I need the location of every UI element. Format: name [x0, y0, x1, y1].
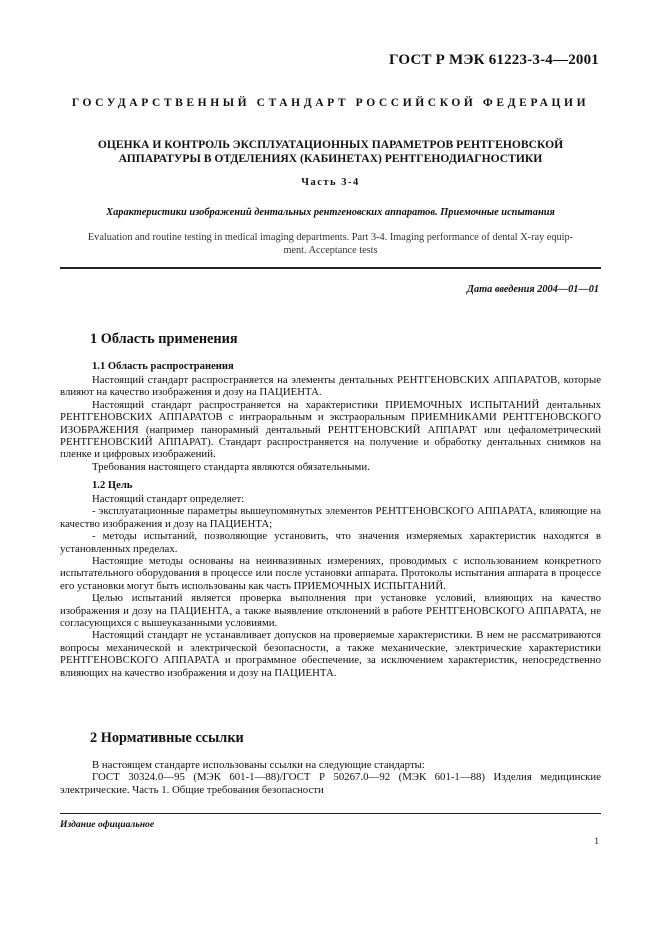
paragraph: Настоящий стандарт распространяется на характеристики ПРИЕМОЧНЫХ ИСПЫТАНИЙ дентальных РЕНТГЕНОВСКИХ АППАРАТОВ с интраоральным и экстраоральным ПРИЕМНИКАМИ РЕНТГЕНОВСКОГО ИЗОБРАЖЕНИЯ (например панорамный дентальный РЕНТГЕНОВСКИЙ АППАРАТ или цефалометрический РЕНТГЕНОВСКИЙ АППАРАТ). Стандарт распространяется на получение и обработку дентальных снимков на пленке и цифровых изображений.: [60, 398, 601, 461]
paragraph: Настоящий стандарт определяет:: [92, 493, 245, 505]
state-standard-heading: ГОСУДАРСТВЕННЫЙ СТАНДАРТ РОССИЙСКОЙ ФЕДЕРАЦИИ: [71, 97, 590, 109]
document-subtitle: Характеристики изображений дентальных рентгеновских аппаратов. Приемочные испытания: [106, 207, 555, 218]
english-title-line-1: Evaluation and routine testing in medical imaging departments. Part 3-4. Imaging performance of dental X-ray equip-: [87, 232, 574, 243]
section-2-body: [60, 759, 601, 796]
document-title-line-2: АППАРАТУРЫ В ОТДЕЛЕНИЯХ (КАБИНЕТАХ) РЕНТГЕНОДИАГНОСТИКИ: [118, 152, 543, 165]
section-1-2-body: [60, 493, 601, 679]
section-1-heading: 1 Область применения: [90, 331, 238, 347]
edition-label: Издание официальное: [60, 819, 155, 830]
part-label: Часть 3-4: [301, 177, 360, 188]
paragraph: Требования настоящего стандарта являются обязательными.: [92, 460, 370, 473]
document-title: [60, 138, 601, 166]
section-2-heading: 2 Нормативные ссылки: [90, 730, 244, 746]
list-item: - методы испытаний, позволяющие установить, что значения измеряемых характеристик находятся в установленных пределах.: [60, 530, 601, 555]
document-title-line-1: ОЦЕНКА И КОНТРОЛЬ ЭКСПЛУАТАЦИОННЫХ ПАРАМЕТРОВ РЕНТГЕНОВСКОЙ: [97, 138, 564, 151]
english-title: [60, 231, 601, 257]
document-code: ГОСТ Р МЭК 61223-3-4—2001: [389, 52, 599, 68]
paragraph: Настоящий стандарт не устанавливает допусков на проверяемые характеристики. В нем не рассматриваются вопросы механической и электрической безопасности, а также механические, электрические характеристики РЕНТГЕНОВСКОГО АППАРАТА и программное обеспечение, за исключением характеристик, непосредственно влияющих на качество изображения и дозу на ПАЦИЕНТА.: [60, 629, 601, 679]
paragraph: ГОСТ 30324.0—95 (МЭК 601-1—88)/ГОСТ Р 50267.0—92 (МЭК 601-1—88) Изделия медицинские электрические. Часть 1. Общие требования безопасности: [60, 771, 601, 796]
section-1-2-heading: 1.2 Цель: [92, 480, 133, 491]
list-item: - эксплуатационные параметры вышеупомянутых элементов РЕНТГЕНОВСКОГО АППАРАТА, влияющие на качество изображения и дозу на ПАЦИЕНТА;: [60, 505, 601, 530]
english-title-line-2: ment. Acceptance tests: [283, 245, 378, 256]
page-number: 1: [594, 837, 599, 847]
footer-divider: [60, 813, 601, 814]
section-1-1-body: [60, 374, 601, 473]
paragraph: Настоящий стандарт распространяется на элементы дентальных РЕНТГЕНОВСКИХ АППАРАТОВ, которые влияют на качество изображения и дозу на ПАЦИЕНТА.: [60, 374, 601, 399]
section-1-1-heading: 1.1 Область распространения: [92, 361, 234, 372]
title-divider: [60, 267, 601, 269]
introduction-date: Дата введения 2004—01—01: [466, 284, 599, 295]
paragraph: Настоящие методы основаны на неинвазивных измерениях, проводимых с использованием конкретного испытательного оборудования в процессе или после установки аппарата. Протоколы испытания аппарата в процессе его установки могут быть использованы как часть ПРИЕМОЧНЫХ ИСПЫТАНИЙ.: [60, 555, 601, 592]
paragraph: В настоящем стандарте использованы ссылки на следующие стандарты:: [92, 759, 425, 771]
paragraph: Целью испытаний является проверка выполнения при установке условий, влияющих на качество изображения и дозу на ПАЦИЕНТА, а также выявление отклонений в работе РЕНТГЕНОВСКОГО АППАРАТА, не согласующихся с вышеуказанными условиями.: [60, 592, 601, 630]
